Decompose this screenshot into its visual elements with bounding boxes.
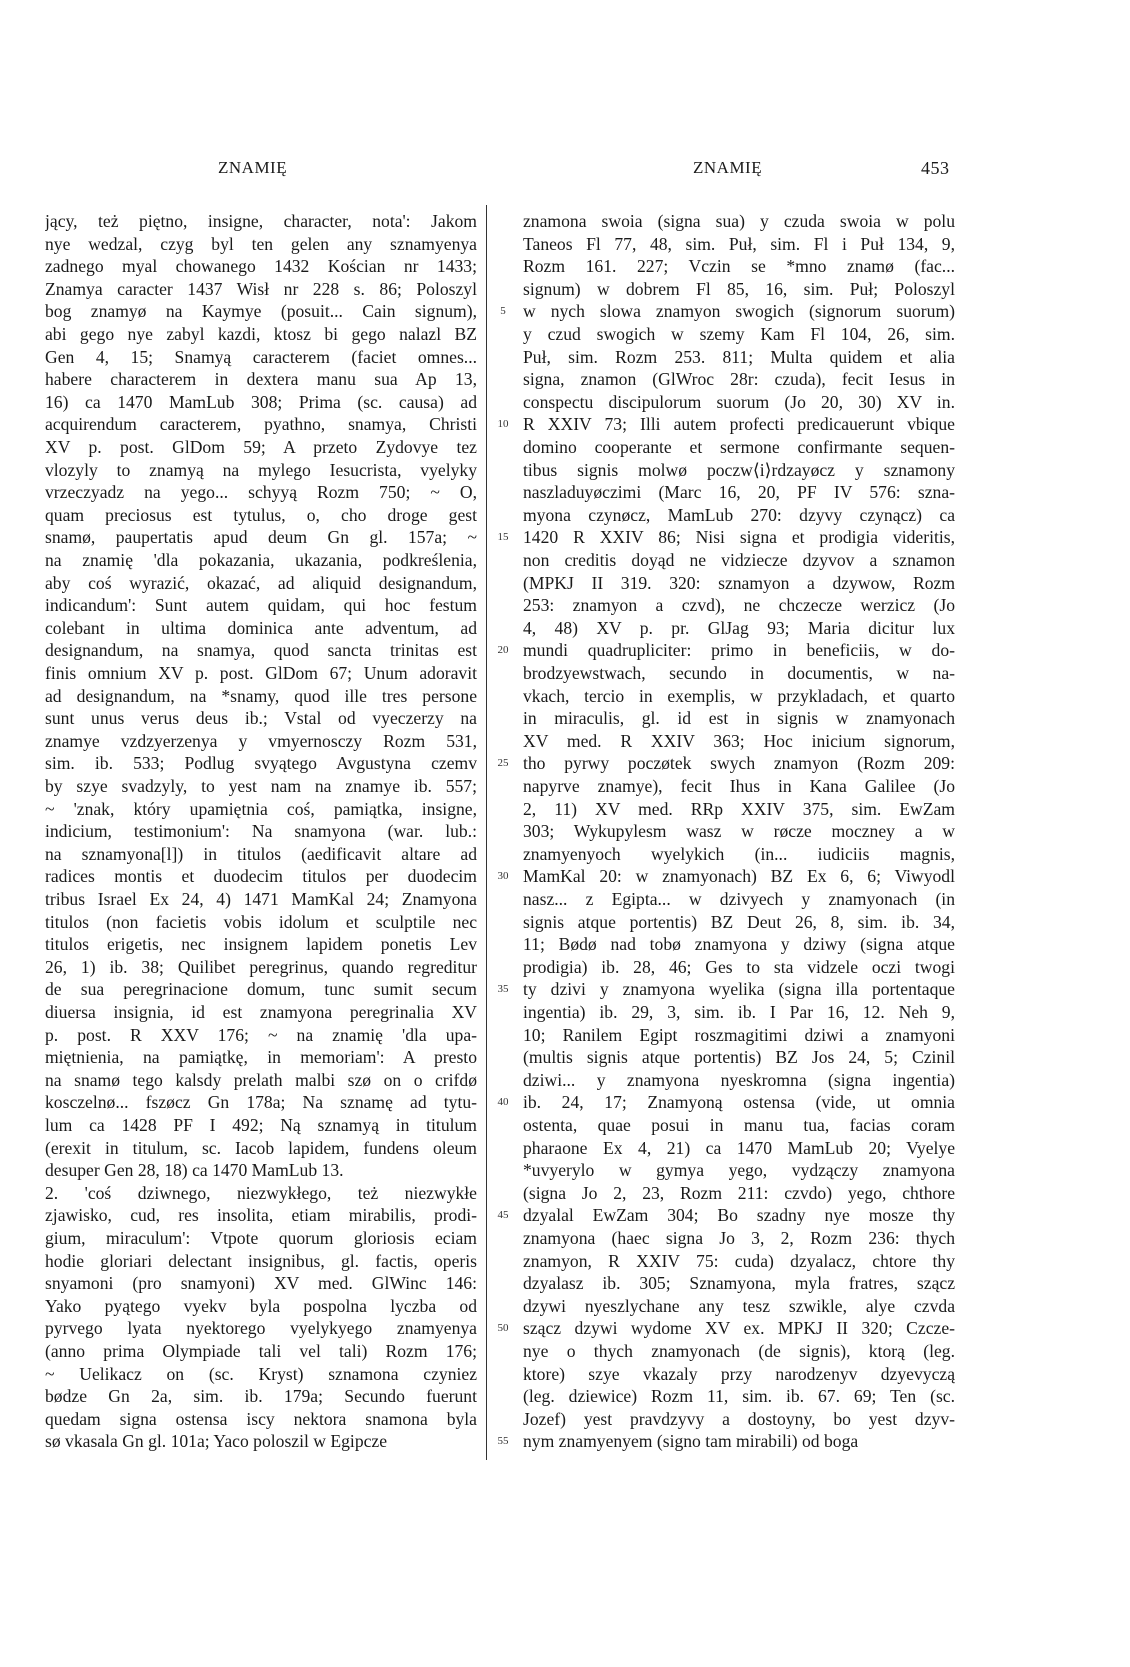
page-number: 453: [921, 158, 950, 178]
text-line: 253: znamyon a czvd), ne chczecze werzicz (Jo: [523, 595, 955, 616]
text-line: quedam signa ostensa iscy nektora snamona byla: [45, 1408, 477, 1429]
text-line: Yako pyątego vyekv byla pospolna lyczba od: [45, 1295, 477, 1316]
text-line: vlozyly to znamyą na mylego Iesucrista, vyelyky: [45, 459, 477, 480]
line-number: 30: [497, 870, 509, 883]
text-line: 11; Bødø nad tobø znamyona y dziwy (signa atque: [523, 934, 955, 955]
text-line: kosczelnø... fszøcz Gn 178a; Na sznamę ad tytu-: [45, 1092, 477, 1113]
text-line: bog znamyø na Kaymye (posuit... Cain signum),: [45, 301, 477, 322]
text-line: ingentia) ib. 29, 3, sim. ib. I Par 16, 12. Neh 9,: [523, 1002, 955, 1022]
text-line: naszladuyøczimi (Marc 16, 20, PF IV 576: szna-: [523, 482, 955, 503]
text-line: indicium, testimonium': Na snamyona (war. lub.:: [45, 821, 477, 842]
text-line: w nych slowa znamyon swogich (signorum suorum): [523, 301, 955, 322]
line-number: 25: [497, 757, 509, 770]
text-line: nye wedzal, czyg byl ten gelen any sznamyenya: [45, 233, 477, 254]
text-line: 303; Wykupylesm wasz w røcze moczney a w: [523, 821, 955, 842]
text-line: titulos (non facietis vobis idolum et sculptile nec: [45, 911, 477, 932]
running-head-right: ZNAMIĘ: [693, 158, 763, 177]
text-line: signis atque portentis) BZ Deut 26, 8, sim. ib. 34,: [523, 911, 955, 932]
text-line: indicandum': Sunt autem quidam, qui hoc festum: [45, 595, 477, 616]
text-line: 2. 'coś dziwnego, niezwykłego, też niezwykłe: [45, 1182, 477, 1203]
text-line: znamyon, R XXIV 75: cuda) dzyalacz, chtore thy: [523, 1250, 955, 1271]
text-line: Puł, sim. Rozm 253. 811; Multa quidem et alia: [523, 346, 955, 367]
text-line: Rozm 161. 227; Vczin se *mno znamø (fac...: [523, 256, 955, 277]
text-line: MamKal 20: w znamyonach) BZ Ex 6, 6; Viwyodl: [523, 866, 955, 887]
text-line: XV med. R XXIV 363; Hoc inicium signorum,: [523, 730, 955, 751]
text-line: sząсz dzywi wydome XV ex. MPKJ II 320; Czcze-: [523, 1318, 955, 1339]
text-line: nasz... z Egipta... w dzivyech y znamyonach (in: [523, 889, 955, 909]
line-number: 40: [497, 1096, 509, 1109]
text-line: 16) ca 1470 MamLub 308; Prima (sc. causa) ad: [45, 391, 477, 412]
line-number: 15: [497, 531, 509, 544]
text-line: ib. 24, 17; Znamyoną ostensa (vide, ut omnia: [523, 1092, 955, 1113]
text-line: (MPKJ II 319. 320: sznamyon a dzywow, Rozm: [523, 572, 955, 593]
text-line: 26, 1) ib. 38; Quilibet peregrinus, quando regreditur: [45, 956, 477, 977]
text-line: myona czynøcz, MamLub 270: dzyvy czynącz) ca: [523, 504, 955, 525]
text-line: p. post. R XXV 176; ~ na znamię 'dla upa-: [45, 1024, 477, 1045]
text-line: ostenta, quae posui in manu tua, facias coram: [523, 1115, 955, 1135]
text-line: aby coś wyrazić, okazać, ad aliquid designandum,: [45, 572, 477, 593]
text-line: sim. ib. 533; Podlug svyątego Avgustyna czemv: [45, 753, 477, 774]
text-line: 4, 48) XV p. pr. GlJag 93; Maria dicitur lux: [523, 617, 955, 638]
text-line: diuersa insignia, id est znamyona peregrinalia XV: [45, 1002, 477, 1022]
text-line: ~ 'znak, który upamiętnia coś, pamiątka, insigne,: [45, 798, 477, 819]
text-line: dziwi... y znamyona nyeskromna (signa ingentia): [523, 1069, 955, 1090]
text-line: mundi quadrupliciter: primo in beneficiis, w do-: [523, 640, 955, 661]
text-line: bødze Gn 2a, sim. ib. 179a; Secundo fuerunt: [45, 1386, 477, 1407]
line-number: 10: [497, 418, 509, 431]
text-line: (signa Jo 2, 23, Rozm 211: czvdo) yego, chthore: [523, 1182, 955, 1203]
line-number: 45: [497, 1209, 509, 1222]
text-line: brodzyewstwach, secundo in documentis, w na-: [523, 663, 955, 683]
text-line: tho pyrwy poczøtek swych znamyon (Rozm 209:: [523, 753, 955, 774]
text-line: 10; Ranilem Egipt roszmagitimi dziwi a znamyoni: [523, 1024, 955, 1045]
text-line: nye o thych znamyonach (de signis), ktorą (leg.: [523, 1341, 955, 1361]
text-line: tibus signis molwø poczw⟨i⟩rdzayøcz y sznamony: [523, 459, 955, 480]
text-line: abi gego nye zabyl kazdi, ktosz bi gego nalazl BZ: [45, 324, 477, 344]
text-line: XV p. post. GlDom 59; A przeto Zydovye tez: [45, 437, 477, 457]
text-line: ad designandum, na *snamy, quod ille tres persone: [45, 685, 477, 706]
text-line: na znamię 'dla pokazania, ukazania, podkreślenia,: [45, 550, 477, 570]
text-line: vkach, tercio in exemplis, w przykladach, et quarto: [523, 685, 955, 706]
text-line: ~ Uelikacz on (sc. Kryst) sznamona czyniez: [45, 1363, 477, 1384]
text-line: Gen 4, 15; Snamyą caracterem (faciet omnes...: [45, 346, 477, 367]
text-line: conspectu discipulorum suorum (Jo 20, 30) XV in.: [523, 391, 955, 412]
text-line: y czud swogich w szemy Kam Fl 104, 26, sim.: [523, 324, 955, 344]
text-line: colebant in ultima dominica ante adventum, ad: [45, 617, 477, 638]
text-line: pyrvego lyata nyektorego vyelykyego znamyenya: [45, 1318, 477, 1339]
text-line: nym znamyenyem (signo tam mirabili) od boga: [523, 1431, 859, 1452]
text-line: designandum, na snamya, quod sancta trinitas est: [45, 640, 477, 661]
text-line: snamø, paupertatis apud deum Gn gl. 157a; ~: [45, 527, 477, 548]
text-line: snyamoni (pro snamyoni) XV med. GlWinc 146:: [45, 1273, 477, 1294]
text-line: (erexit in titulum, sc. Iacob lapidem, fundens oleum: [45, 1137, 477, 1158]
text-line: radices montis et duodecim titulos per duodecim: [45, 866, 477, 887]
text-line: na sznamyona[l]) in titulos (aedificavit altare ad: [45, 843, 477, 864]
text-line: ktore) szye vkazaly przy narodzenyv dzyevyczą: [523, 1363, 955, 1384]
text-line: dzywi nyeszlychane any tesz szwikle, alye czvda: [523, 1295, 955, 1316]
text-line: dzyalal EwZam 304; Bo szadny nye mosze thy: [523, 1205, 955, 1226]
text-line: znamyona (haec signa Jo 3, 2, Rozm 236: thych: [523, 1228, 955, 1248]
text-line: quam preciosus est tytulus, o, cho droge gest: [45, 504, 477, 525]
text-line: lum ca 1428 PF I 492; Ną sznamyą in titulum: [45, 1115, 477, 1135]
text-line: sunt unus verus deus ib.; Vstal od vyeczerzy na: [45, 708, 477, 729]
text-line: signa, znamon (GlWroc 28r: czuda), fecit Iesus in: [523, 369, 955, 390]
line-number: 5: [500, 305, 506, 318]
text-line: vrzeczyadz na yego... schyyą Rozm 750; ~ O,: [45, 482, 477, 503]
line-number: 55: [497, 1435, 509, 1448]
text-line: (anno prima Olympiade tali vel tali) Rozm 176;: [45, 1341, 477, 1361]
text-line: *uvyerylo w gymya yego, vydzączy znamyona: [523, 1160, 955, 1181]
text-line: domino cooperante et sermone confirmante sequen-: [523, 437, 955, 457]
line-number: 20: [497, 644, 509, 657]
text-line: prodigia) ib. 28, 46; Ges to sta vidzele oczi twogi: [523, 956, 955, 977]
text-line: signum) w dobrem Fl 85, 16, sim. Puł; Poloszyl: [523, 278, 955, 299]
text-line: finis omnium XV p. post. GlDom 67; Unum adoravit: [45, 663, 477, 683]
line-number: 35: [497, 983, 509, 996]
text-line: habere characterem in dextera manu sua Ap 13,: [45, 369, 477, 390]
text-line: miętnienia, na pamiątkę, in memoriam': A presto: [45, 1047, 477, 1068]
text-line: na snamø tego kalsdy prelath malbi szø on o crifdø: [45, 1069, 477, 1090]
text-line: ty dzivi y znamyona wyelika (signa illa portentaque: [523, 979, 955, 1000]
text-line: tribus Israel Ex 24, 4) 1471 MamKal 24; Znamyona: [45, 889, 477, 909]
text-line: zjawisko, cud, res insolita, etiam mirabilis, prodi-: [45, 1205, 477, 1226]
text-line: jący, też piętno, insigne, character, nota': Jakom: [45, 211, 477, 231]
text-line: non creditis doyąd ne vidziecze dzyvov a sznamon: [523, 550, 955, 570]
line-number: 50: [497, 1322, 509, 1335]
column-divider: [486, 205, 487, 1460]
text-line: 1420 R XXIV 86; Nisi signa et prodigia videritis,: [523, 527, 955, 548]
text-line: napyrve znamye), fecit Ihus in Kana Galilee (Jo: [523, 776, 955, 796]
text-line: Znamya caracter 1437 Wisł nr 228 s. 86; Poloszyl: [45, 278, 477, 299]
text-line: Jozef) yest pravdzyvy a dostoyny, bo yest dzyv-: [523, 1408, 955, 1429]
text-line: titulos erigetis, nec insignem lapidem ponetis Lev: [45, 934, 477, 955]
text-line: dzyalasz ib. 305; Sznamyona, myla fratres, sząсz: [523, 1273, 955, 1294]
text-line: R XXIV 73; Illi autem profecti predicauerunt vbique: [523, 414, 955, 435]
text-line: desuper Gen 28, 18) ca 1470 MamLub 13.: [45, 1160, 344, 1181]
text-line: gium, miraculum': Vtpote quorum gloriosis eciam: [45, 1228, 477, 1248]
text-line: (leg. dziewice) Rozm 11, sim. ib. 67. 69; Ten (sc.: [523, 1386, 955, 1407]
text-line: hodie gloriari delectant insignibus, gl. factis, operis: [45, 1250, 477, 1271]
text-line: acquirendum caracterem, pyathno, snamya, Christi: [45, 414, 477, 435]
text-line: in miraculis, gl. id est in signis w znamyonach: [523, 708, 955, 729]
text-line: znamyenyoch wyelykich (in... iudiciis magnis,: [523, 843, 955, 864]
running-head-left: ZNAMIĘ: [218, 158, 288, 177]
text-line: by szye svadzyly, to yest nam na znamye ib. 557;: [45, 776, 477, 796]
text-line: pharaone Ex 4, 21) ca 1470 MamLub 20; Vyelye: [523, 1137, 955, 1158]
text-line: Taneos Fl 77, 48, sim. Puł, sim. Fl i Puł 134, 9,: [523, 233, 955, 254]
text-line: 2, 11) XV med. RRp XXIV 375, sim. EwZam: [523, 798, 955, 819]
text-line: znamye vzdzyerzenya y vmyernosczy Rozm 531,: [45, 730, 477, 751]
text-line: de sua peregrinacione domum, tunc sumit secum: [45, 979, 477, 1000]
text-line: (multis signis atque portentis) BZ Jos 24, 5; Czinil: [523, 1047, 955, 1068]
text-line: sø vkasala Gn gl. 101a; Yaco poloszil w Egipcze: [45, 1431, 388, 1452]
text-line: znamona swoia (signa sua) y czuda swoia w polu: [523, 211, 955, 231]
text-line: zadnego myal chowanego 1432 Kościan nr 1433;: [45, 256, 477, 277]
